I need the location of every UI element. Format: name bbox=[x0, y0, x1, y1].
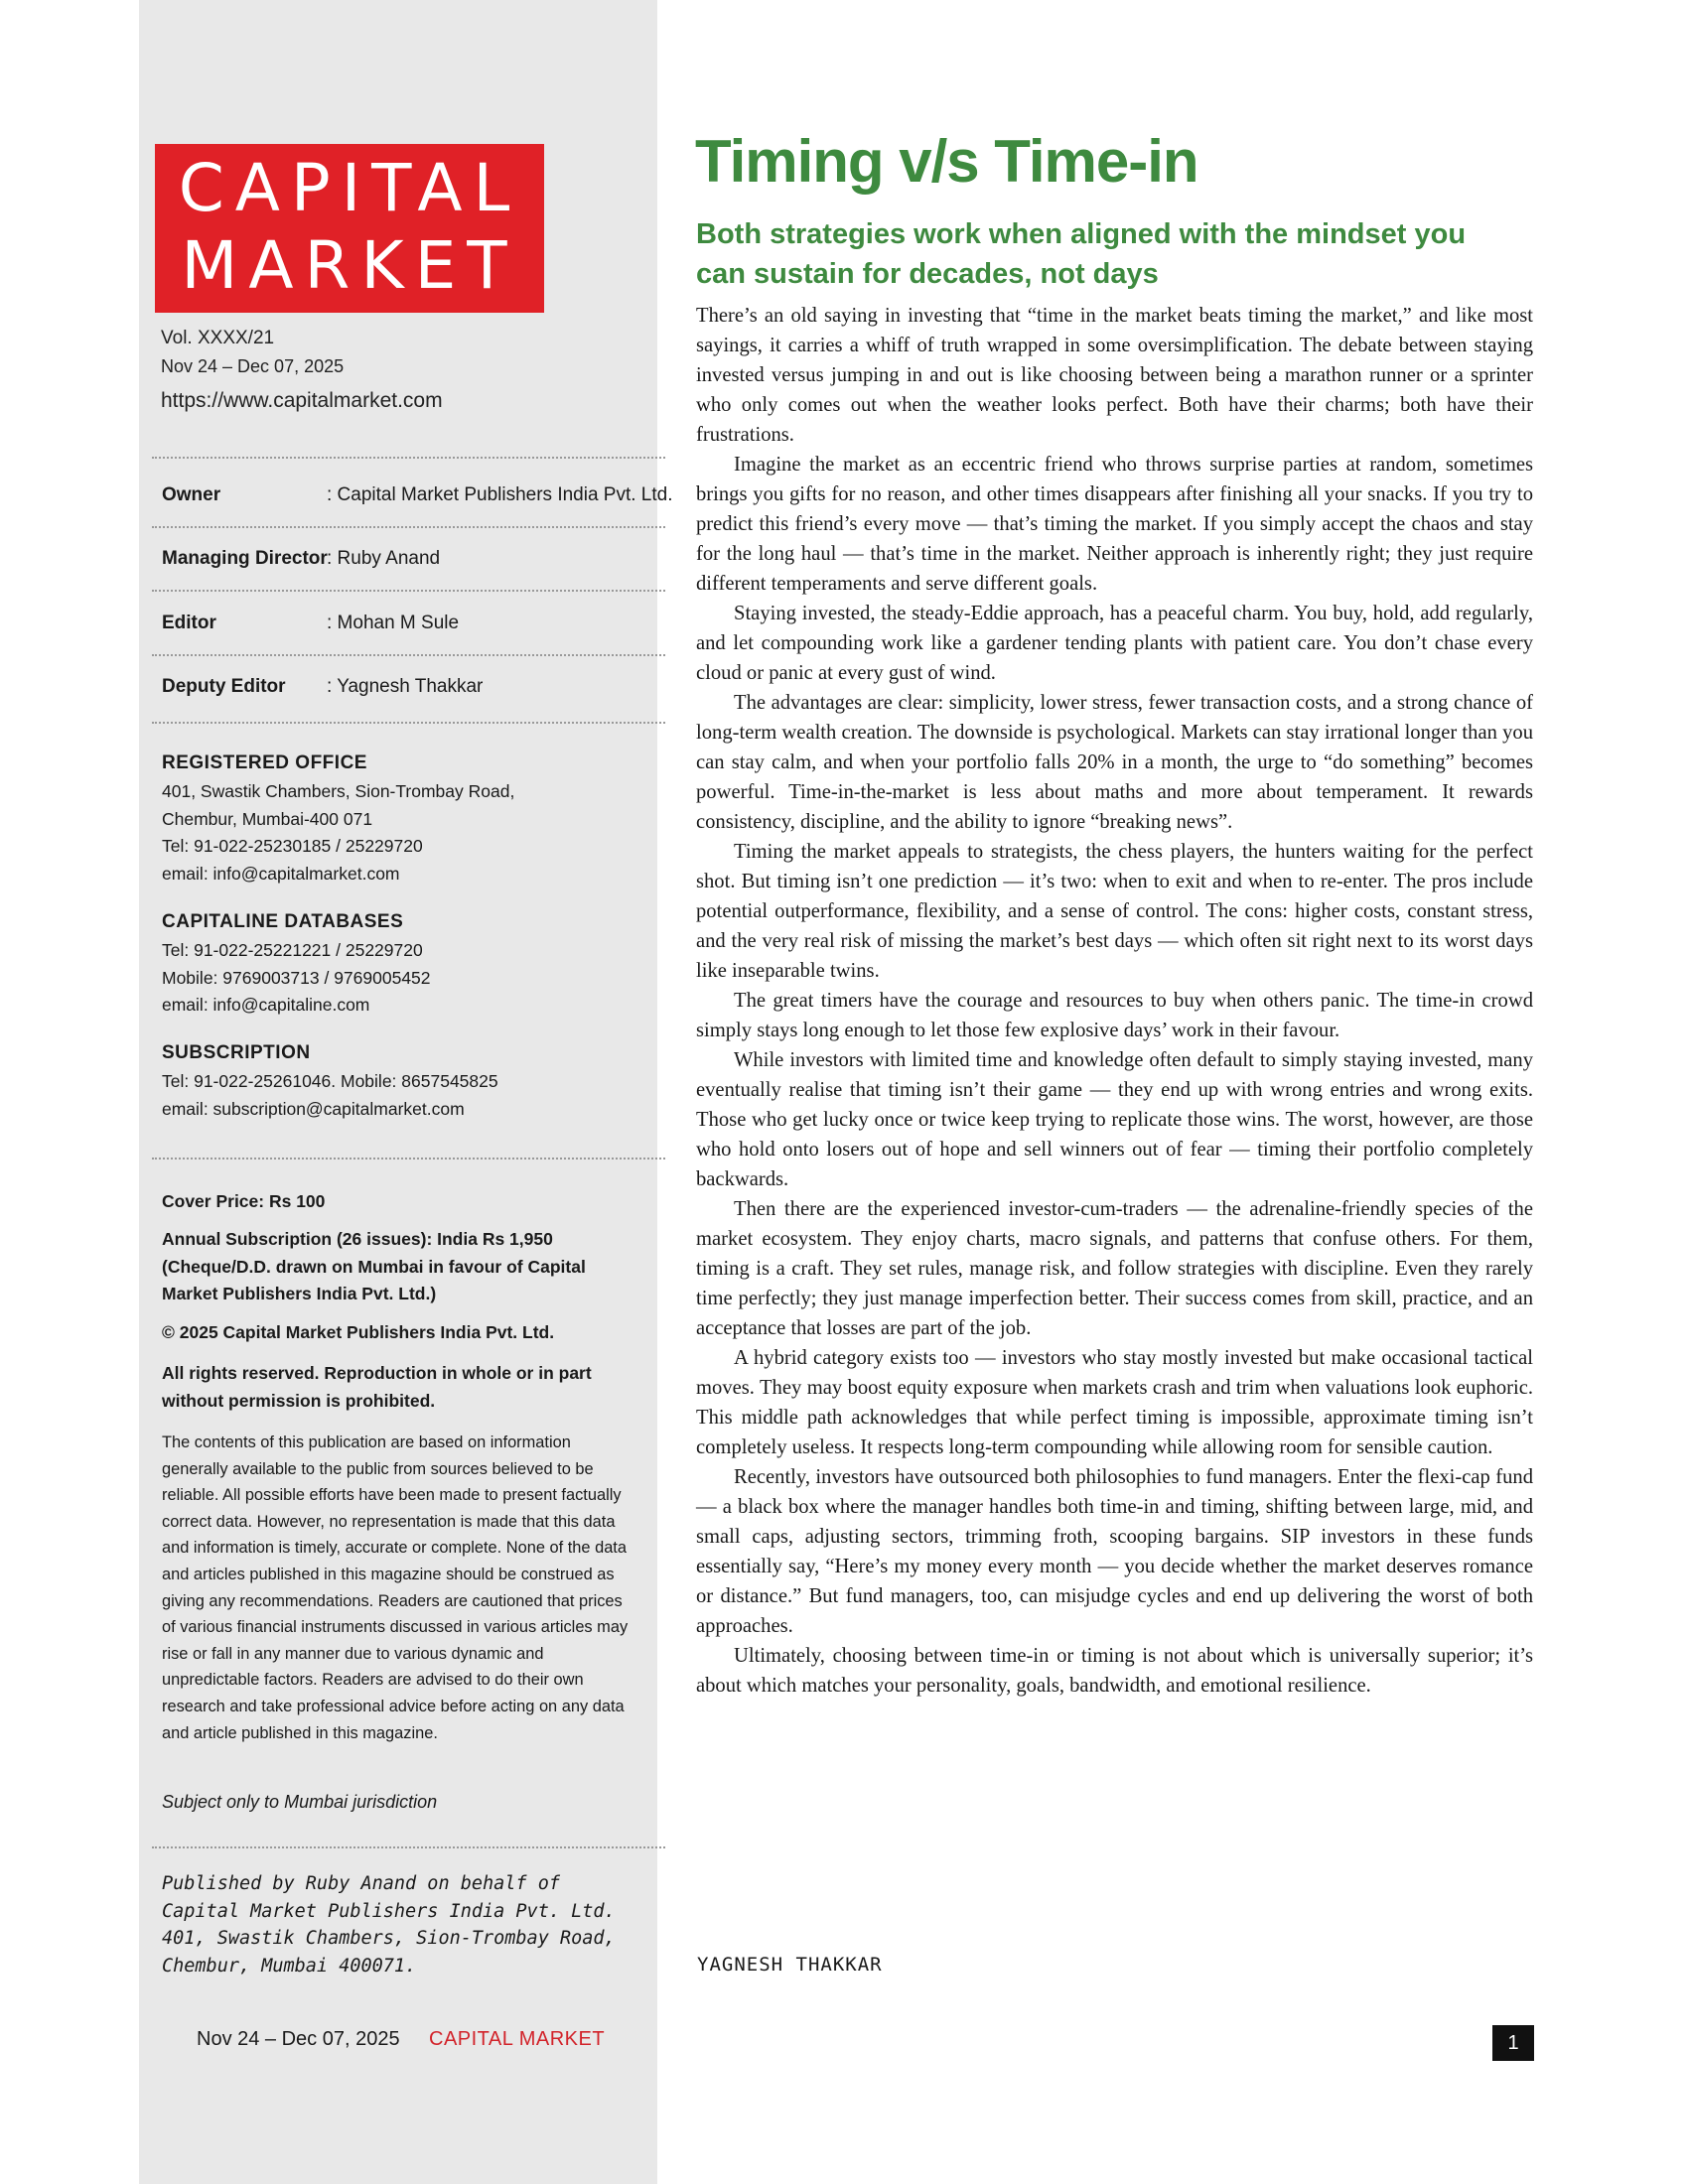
rights-notice: All rights reserved. Reproduction in whole or in part without permission is prohibited. bbox=[162, 1363, 592, 1411]
staff-name: : Ruby Anand bbox=[327, 548, 441, 569]
divider bbox=[152, 590, 665, 592]
article-paragraph: There’s an old saying in investing that “time in the market beats timing the market,” and like most sayings, it carries a whiff of truth wrapped in some oversimplification. The debate between staying invested versus jumping in and out is like choosing between being a marathon runner or a sprinter who only comes out when the weather looks perfect. Both have their charms; both have their frustrations. bbox=[696, 305, 1533, 446]
article-paragraph: While investors with limited time and knowledge often default to simply staying invested, many eventually realise that timing isn’t their game — they end up with wrong entries and wrong exits. Those who get lucky once or twice keep trying to replicate those wins. The worst, however, are those who hold onto losers out of hope and sell winners out of fear — timing their portfolio completely backwards. bbox=[696, 1049, 1533, 1190]
subscription-details bbox=[162, 1068, 638, 1123]
article-paragraph: Ultimately, choosing between time-in or timing is not about which is universally superior; it’s about which matches your personality, goals, bandwidth, and emotional resilience. bbox=[696, 1645, 1533, 1697]
article-paragraph: Timing the market appeals to strategists, the chess players, the hunters waiting for the perfect shot. But timing isn’t one prediction — it’s two: when to exit and when to re-enter. The pros include potential outperformance, flexibility, and a sense of control. The cons: higher costs, constant stress, and the very real risk of missing the market’s best days — which often sit right next to its worst days like inseparable twins. bbox=[696, 841, 1533, 982]
jurisdiction-note: Subject only to Mumbai jurisdiction bbox=[162, 1792, 438, 1812]
article-body bbox=[696, 301, 1533, 1701]
imprint-line: Capital Market Publishers India Pvt. Ltd. bbox=[162, 1900, 616, 1922]
logo-line-2: MARKET bbox=[181, 227, 518, 304]
divider bbox=[152, 526, 665, 528]
article-paragraph: A hybrid category exists too — investors who stay mostly invested but make occasional tactical moves. They may boost equity exposure when markets crash and trim when valuations look euphoric. This middle path acknowledges that while perfect timing is impossible, approximate timing isn’t completely useless. It respects long-term compounding while allowing room for sensible caution. bbox=[696, 1347, 1533, 1458]
issue-dates: Nov 24 – Dec 07, 2025 bbox=[161, 356, 345, 376]
email-line[interactable]: email: subscription@capitalmarket.com bbox=[162, 1098, 465, 1119]
subscription-heading: SUBSCRIPTION bbox=[162, 1042, 311, 1063]
article-title: Timing v/s Time-in bbox=[695, 128, 1198, 195]
mobile-line: Mobile: 9769003713 / 9769005452 bbox=[162, 967, 431, 988]
article-paragraph: The advantages are clear: simplicity, lower stress, fewer transaction costs, and a strong chance of long-term wealth creation. The downside is psychological. Markets can stay irrational longer than you can stay calm, and when your portfolio falls 20% in a month, the urge to “do something” becomes powerful. Time-in-the-market is less about maths and more about temperament. It rewards consistency, discipline, and the ability to ignore “breaking news”. bbox=[696, 692, 1533, 833]
divider bbox=[152, 1158, 665, 1160]
copyright-notice: © 2025 Capital Market Publishers India Pvt. Ltd. bbox=[162, 1322, 555, 1342]
article-paragraph: Imagine the market as an eccentric friend who throws surprise parties at random, sometimes brings you gifts for no reason, and other times disappears after finishing all your snacks. If you try to predict this friend’s every move — that’s timing the market. If you simply accept the chaos and stay for the long haul — that’s time in the market. Neither approach is inherently right; they just require different temperaments and serve different goals. bbox=[696, 454, 1533, 595]
staff-name: : Yagnesh Thakkar bbox=[327, 676, 484, 697]
phone-line: Tel: 91-022-25261046. Mobile: 8657545825 bbox=[162, 1071, 498, 1091]
imprint-line: Chembur, Mumbai 400071. bbox=[162, 1955, 417, 1977]
annual-subscription: Annual Subscription (26 issues): India Rs 1,950 (Cheque/D.D. drawn on Mumbai in favour of Capital Market Publishers India Pvt. Ltd.) bbox=[162, 1229, 586, 1303]
article-paragraph: Staying invested, the steady-Eddie approach, has a peaceful charm. You buy, hold, add regularly, and let compounding work like a gardener tending plants with patient care. You don’t chase every cloud or panic at every gust of wind. bbox=[696, 603, 1533, 684]
page-number: 1 bbox=[1492, 2025, 1534, 2061]
staff-name: : Capital Market Publishers India Pvt. Ltd. bbox=[327, 484, 673, 505]
footer-brand: CAPITAL MARKET bbox=[429, 2028, 606, 2050]
article-paragraph: Then there are the experienced investor-cum-traders — the adrenaline-friendly species of the market ecosystem. They enjoy charts, macro signals, and patterns that confuse others. For them, timing is a craft. They set rules, manage risk, and follow strategies with discipline. Even they rarely time perfectly; they just manage imperfection better. Their success comes from skill, practice, and an acceptance that losses are part of the job. bbox=[696, 1198, 1533, 1339]
article-subtitle: Both strategies work when aligned with the mindset you can sustain for decades, not days bbox=[696, 218, 1467, 290]
phone-line: Tel: 91-022-25230185 / 25229720 bbox=[162, 836, 423, 856]
email-line[interactable]: email: info@capitaline.com bbox=[162, 995, 370, 1015]
staff-role: Editor bbox=[162, 613, 216, 633]
staff-name: : Mohan M Sule bbox=[327, 613, 460, 633]
registered-office-details bbox=[162, 778, 638, 887]
divider bbox=[152, 654, 665, 656]
staff-role: Owner bbox=[162, 484, 221, 505]
divider bbox=[152, 1846, 665, 1848]
capitaline-heading: CAPITALINE DATABASES bbox=[162, 911, 404, 932]
address-line: Chembur, Mumbai-400 071 bbox=[162, 808, 373, 829]
logo-line-1: CAPITAL bbox=[178, 150, 521, 226]
divider bbox=[152, 722, 665, 724]
staff-role: Managing Director bbox=[162, 548, 328, 569]
publisher-imprint bbox=[162, 1870, 638, 1979]
article-author: YAGNESH THAKKAR bbox=[697, 1954, 883, 1976]
article-paragraph: Recently, investors have outsourced both philosophies to fund managers. Enter the flexi-cap fund — a black box where the manager handles both time-in and timing, shifting between large, mid, and small caps, adjusting sectors, trimming froth, scooping bargains. SIP investors in these funds essentially say, “Here’s my money every month — you decide whether the market deserves romance or distance.” But fund managers, too, can misjudge cycles and end up delivering the worst of both approaches. bbox=[696, 1466, 1533, 1637]
volume-number: Vol. XXXX/21 bbox=[161, 328, 275, 348]
registered-office-heading: REGISTERED OFFICE bbox=[162, 752, 367, 773]
address-line: 401, Swastik Chambers, Sion-Trombay Road, bbox=[162, 781, 515, 801]
divider bbox=[152, 457, 665, 459]
imprint-line: 401, Swastik Chambers, Sion-Trombay Road, bbox=[162, 1928, 616, 1949]
email-line[interactable]: email: info@capitalmarket.com bbox=[162, 863, 400, 884]
disclaimer-text: The contents of this publication are based on information generally available to the public from sources believed to be reliable. All possible efforts have been made to present factually correct data. However, no representation is made that this data and information is timely, accurate or complete. None of the data and articles published in this magazine should be construed as giving any recommendations. Readers are cautioned that prices of various financial instruments discussed in various articles may rise or fall in any manner due to various dynamic and unpredictable factors. Readers are advised to do their own research and take professional advice before acting on any data and article published in this magazine. bbox=[162, 1433, 629, 1742]
imprint-line: Published by Ruby Anand on behalf of bbox=[162, 1873, 560, 1894]
footer-date: Nov 24 – Dec 07, 2025 bbox=[197, 2028, 400, 2050]
capitaline-details bbox=[162, 937, 638, 1020]
website-link[interactable]: https://www.capitalmarket.com bbox=[161, 389, 443, 412]
staff-role: Deputy Editor bbox=[162, 676, 286, 697]
cover-price: Cover Price: Rs 100 bbox=[162, 1191, 326, 1211]
capital-market-logo bbox=[155, 144, 544, 313]
article-paragraph: The great timers have the courage and resources to buy when others panic. The time-in crowd simply stays long enough to let those few explosive days’ work in their favour. bbox=[696, 990, 1533, 1041]
phone-line: Tel: 91-022-25221221 / 25229720 bbox=[162, 940, 423, 960]
